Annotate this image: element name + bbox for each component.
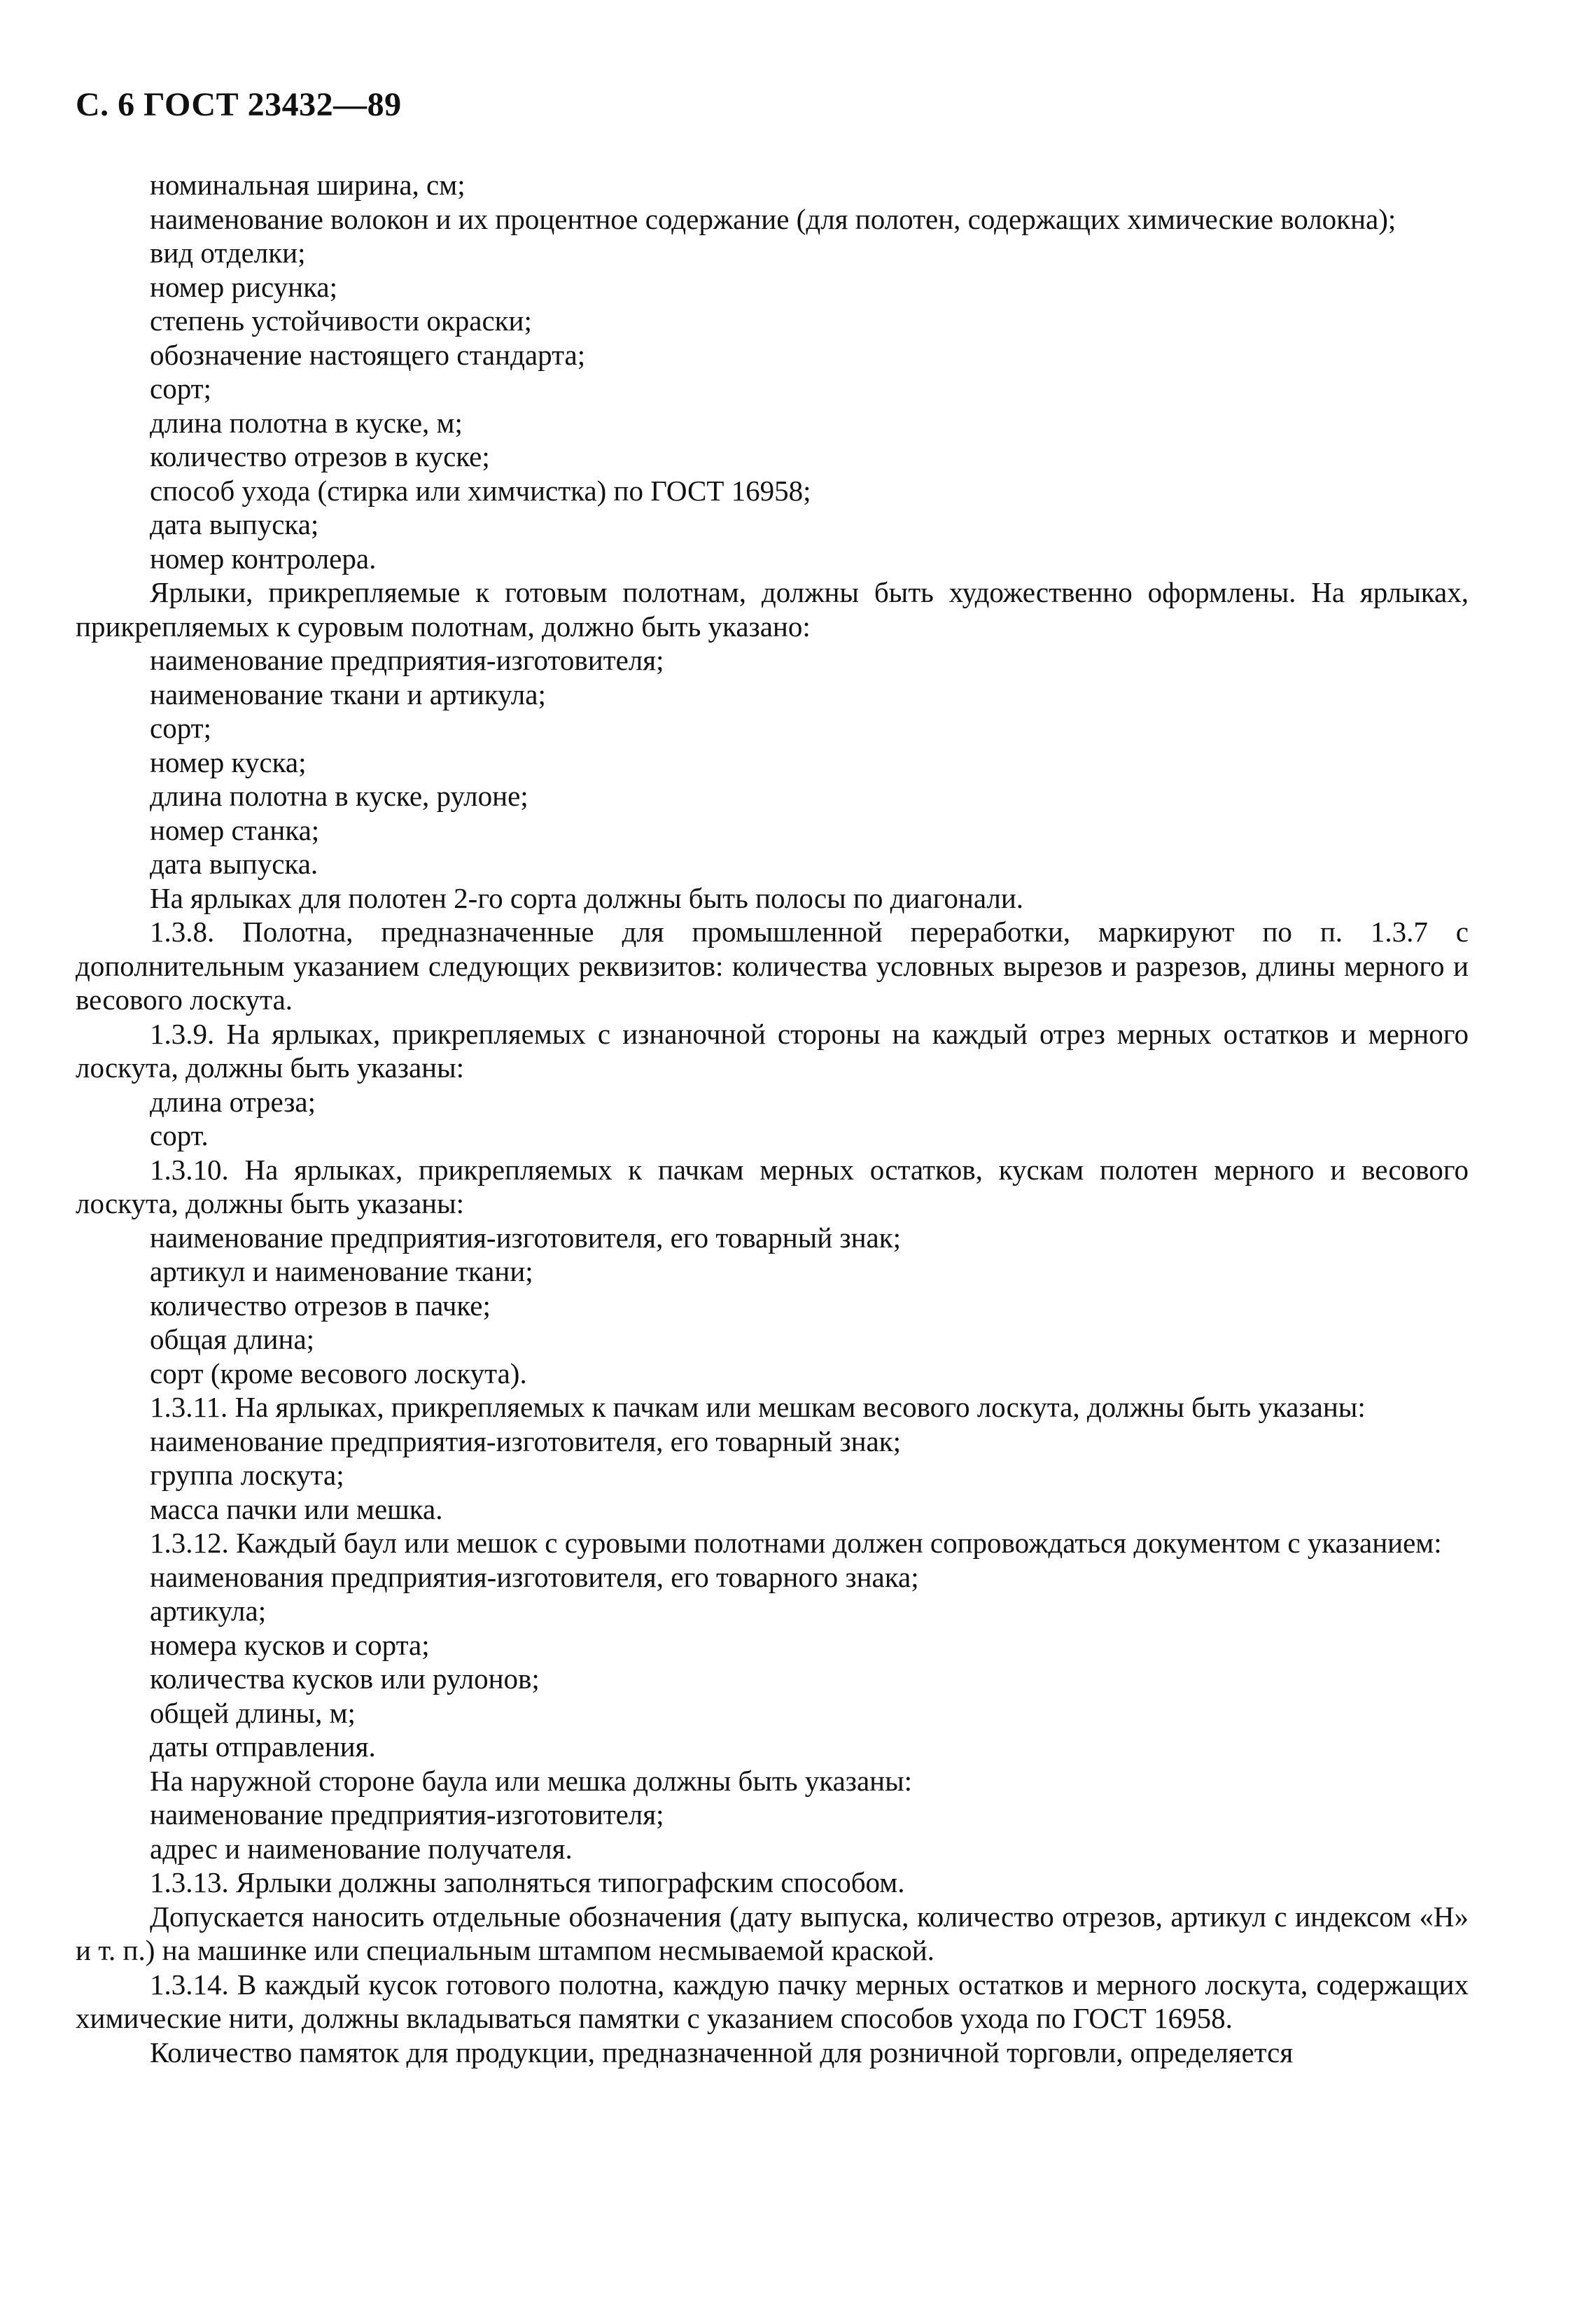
list-item: количества кусков или рулонов;	[150, 1662, 540, 1695]
list-item: наименования предприятия-изготовителя, его товарного знака;	[150, 1560, 919, 1593]
list-item: наименование предприятия-изготовителя;	[150, 644, 664, 676]
list-item: количество отрезов в пачке;	[150, 1289, 491, 1322]
list-item: наименование предприятия-изготовителя, его товарный знак;	[150, 1424, 902, 1457]
list-item: вид отделки;	[150, 237, 306, 269]
list-item: номер рисунка;	[150, 270, 337, 303]
list-item: наименование ткани и артикула;	[150, 678, 546, 710]
list-item: номинальная ширина, см;	[150, 169, 465, 201]
list-item: общая длина;	[150, 1323, 315, 1355]
paragraph: Допускается наносить отдельные обозначения (дату выпуска, количество отрезов, артикул с индексом «Н» и т. п.) на машинке или специальным штампом несмываемой краской.	[76, 1900, 1469, 1966]
body-text	[76, 168, 1469, 2069]
list-item: степень устойчивости окраски;	[150, 304, 532, 337]
paragraph: 1.3.14. В каждый кусок готового полотна, каждую пачку мерных остатков и мерного лоскута, содержащих химические нити, должны вкладываться памятки с указанием способов ухода по ГОСТ 16958.	[76, 1968, 1469, 2034]
paragraph: 1.3.11. На ярлыках, прикрепляемых к пачкам или мешкам весового лоскута, должны быть указаны:	[150, 1391, 1366, 1423]
list-item: сорт;	[150, 712, 211, 744]
list-item: наименование предприятия-изготовителя, его товарный знак;	[150, 1221, 902, 1254]
list-item: группа лоскута;	[150, 1459, 344, 1491]
list-item: длина отреза;	[150, 1085, 316, 1118]
list-item: дата выпуска.	[150, 848, 318, 880]
paragraph: 1.3.13. Ярлыки должны заполняться типографским способом.	[150, 1866, 905, 1898]
list-item: количество отрезов в куске;	[150, 440, 490, 472]
list-item: номера кусков и сорта;	[150, 1628, 430, 1661]
list-item: номер куска;	[150, 746, 307, 778]
running-head: С. 6 ГОСТ 23432—89	[76, 86, 402, 123]
paragraph: Ярлыки, прикрепляемые к готовым полотнам, должны быть художественно оформлены. На ярлыках, прикрепляемых к суровым полотнам, должно быть указано:	[76, 576, 1469, 643]
list-item: длина полотна в куске, рулоне;	[150, 780, 528, 812]
list-item: сорт (кроме весового лоскута).	[150, 1357, 527, 1390]
list-item: сорт;	[150, 372, 211, 405]
list-item: масса пачки или мешка.	[150, 1492, 443, 1525]
list-item: адрес и наименование получателя.	[150, 1832, 573, 1865]
list-item: номер контролера.	[150, 542, 377, 575]
list-item: длина полотна в куске, м;	[150, 406, 463, 439]
paragraph: Количество памяток для продукции, предназначенной для розничной торговли, определяется	[150, 2036, 1294, 2068]
list-item: дата выпуска;	[150, 508, 319, 540]
paragraph: 1.3.10. На ярлыках, прикрепляемых к пачкам мерных остатков, кускам полотен мерного и весового лоскута, должны быть указаны:	[76, 1153, 1469, 1219]
list-item: сорт.	[150, 1119, 209, 1152]
paragraph: На наружной стороне баула или мешка должны быть указаны:	[150, 1764, 913, 1797]
list-item: наименование предприятия-изготовителя;	[150, 1798, 664, 1830]
list-item: номер станка;	[150, 813, 320, 846]
paragraph: 1.3.9. На ярлыках, прикрепляемых с изнаночной стороны на каждый отрез мерных остатков и мерного лоскута, должны быть указаны:	[76, 1017, 1469, 1084]
list-item: даты отправления.	[150, 1730, 376, 1763]
paragraph: На ярлыках для полотен 2-го сорта должны быть полосы по диагонали.	[150, 881, 1024, 914]
list-item: обозначение настоящего стандарта;	[150, 338, 586, 371]
list-item: артикул и наименование ткани;	[150, 1255, 533, 1287]
list-item: способ ухода (стирка или химчистка) по ГОСТ 16958;	[150, 474, 811, 507]
paragraph: 1.3.12. Каждый баул или мешок с суровыми полотнами должен сопровождаться документом с указанием:	[150, 1527, 1442, 1559]
paragraph: наименование волокон и их процентное содержание (для полотен, содержащих химические волокна);	[150, 202, 1396, 235]
list-item: общей длины, м;	[150, 1696, 356, 1729]
list-item: артикула;	[150, 1595, 267, 1627]
paragraph: 1.3.8. Полотна, предназначенные для промышленной переработки, маркируют по п. 1.3.7 с дополнительным указанием следующих реквизитов: количества условных вырезов и разрезов, длины мерного и весового лоскута.	[76, 916, 1469, 1016]
